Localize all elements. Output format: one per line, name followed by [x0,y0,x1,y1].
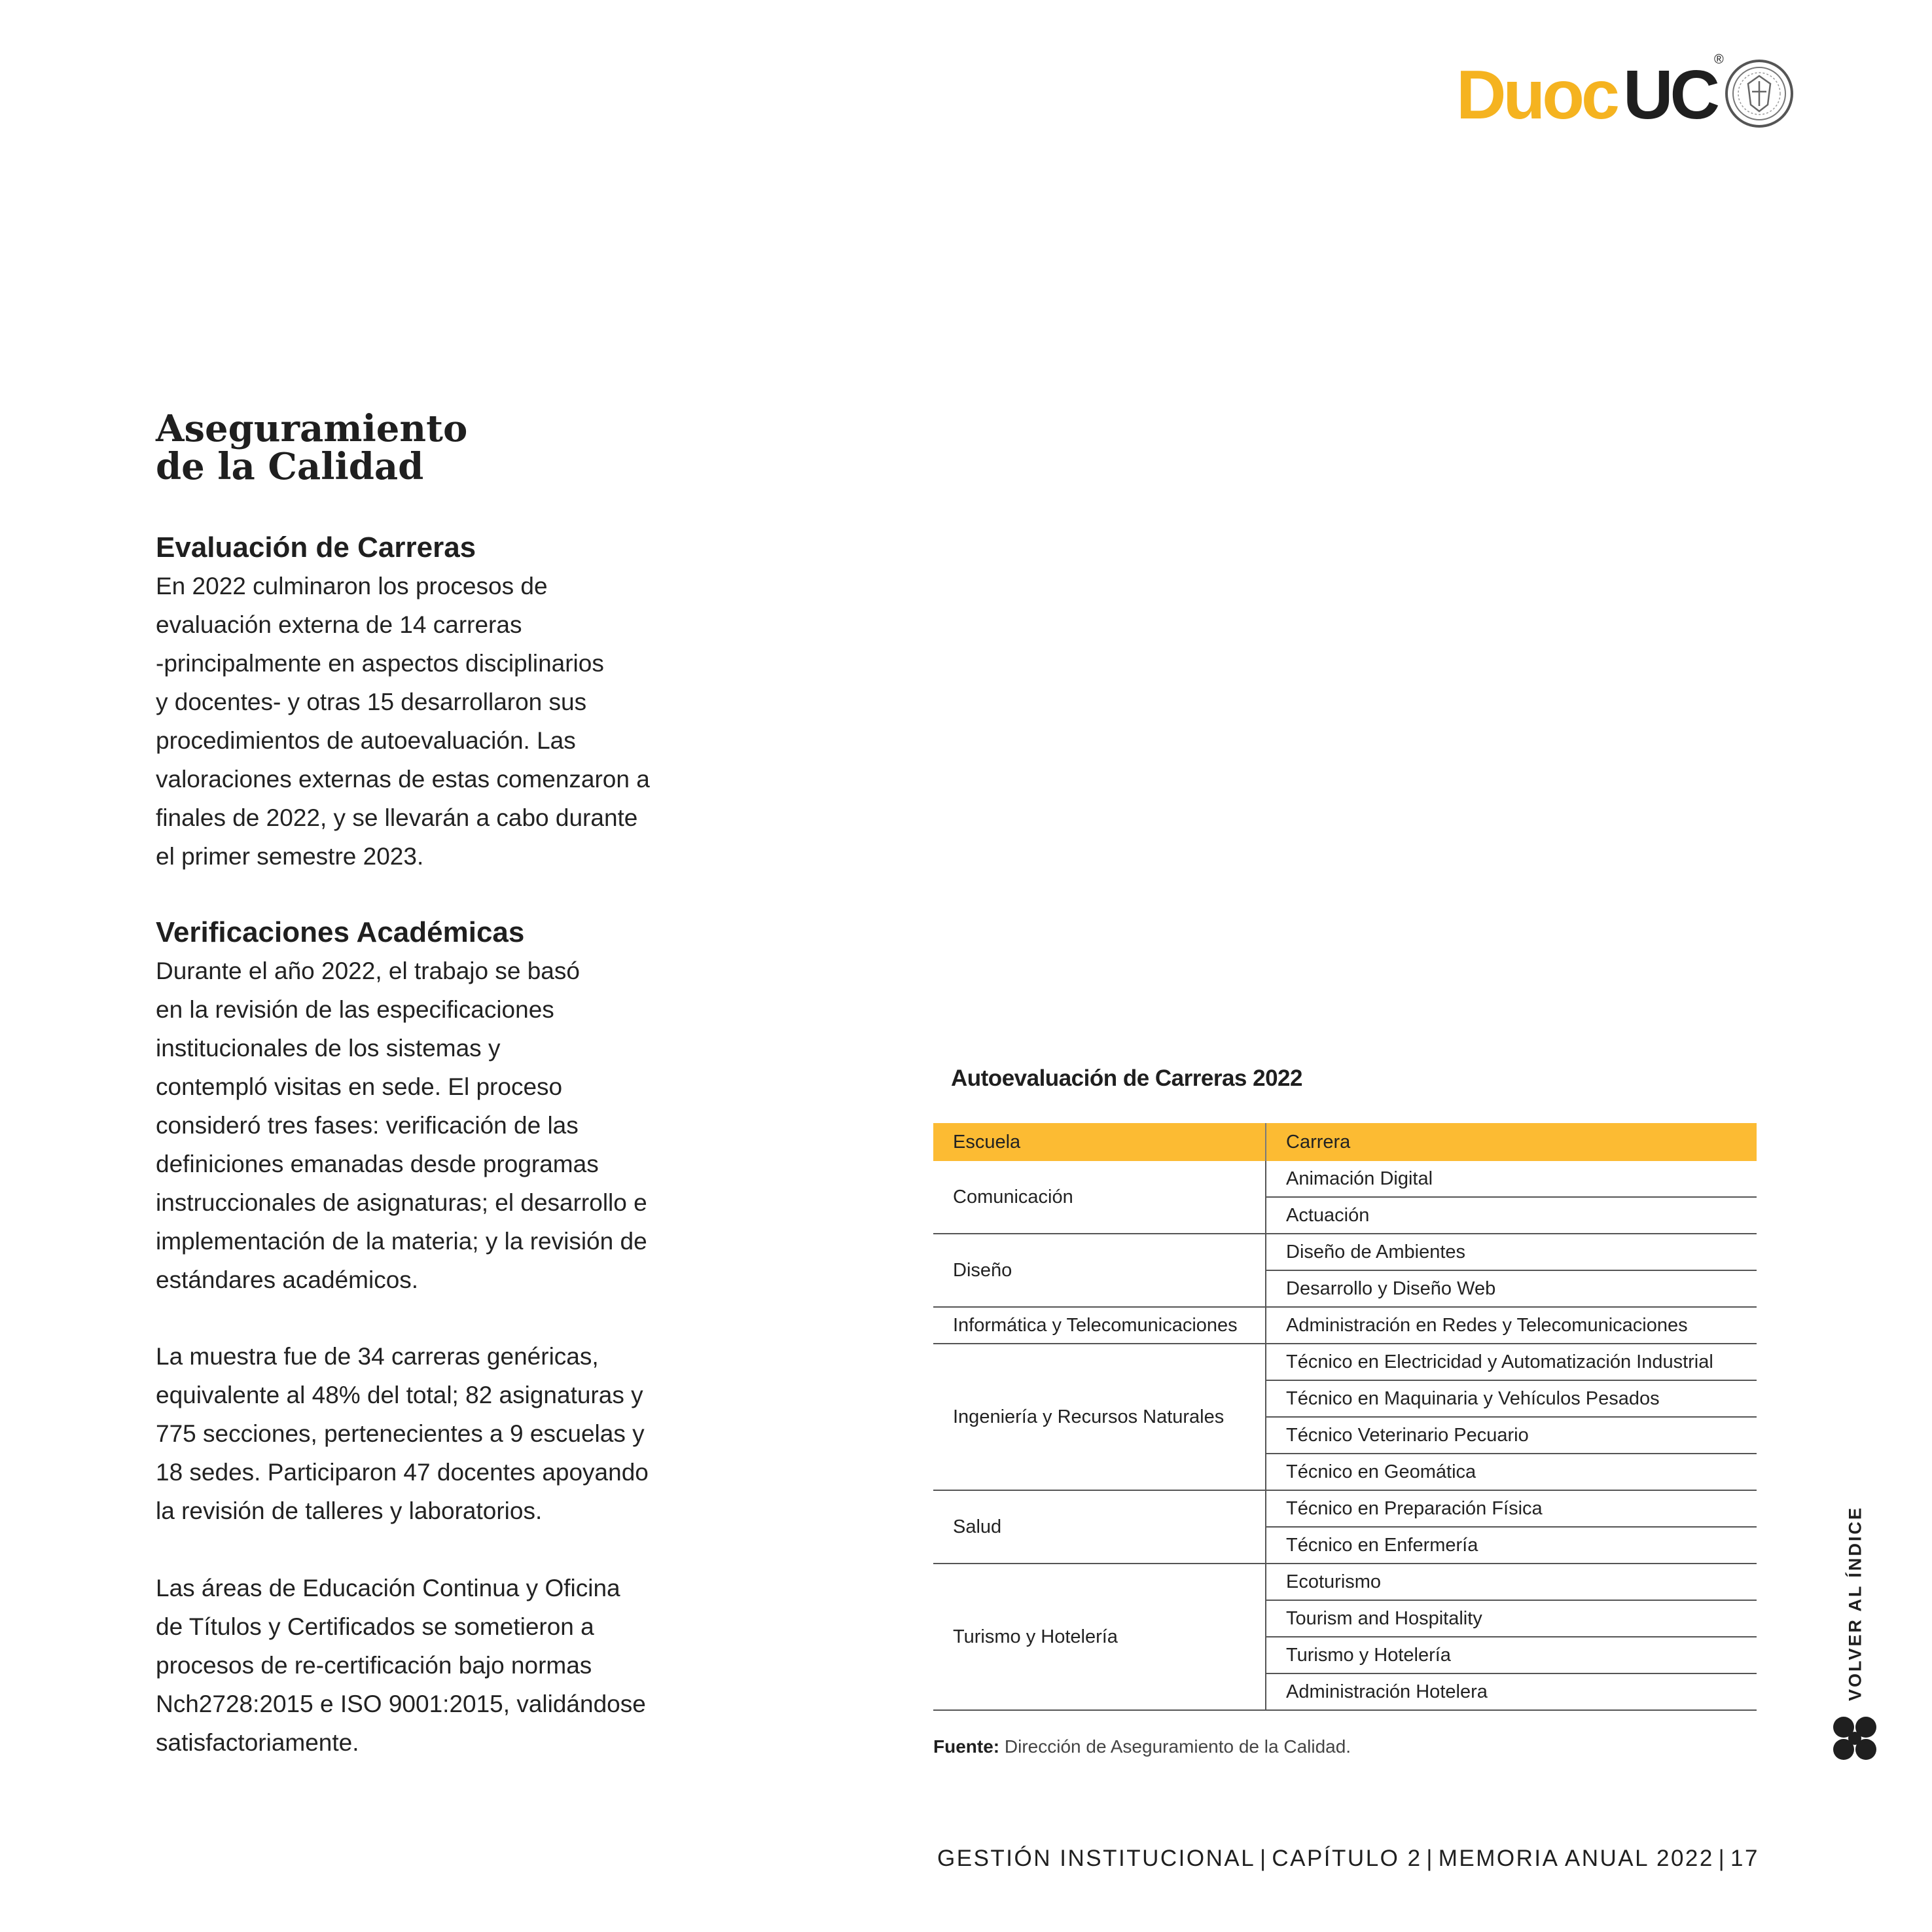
escuela-cell: Turismo y Hotelería [933,1564,1266,1710]
logo-uc-text: UC [1623,56,1717,134]
paragraph-line: 18 sedes. Participaron 47 docentes apoyando [156,1459,649,1486]
section-heading: Verificaciones Académicas [156,916,525,948]
paragraph-line: Las áreas de Educación Continua y Oficina [156,1575,620,1601]
paragraph-line: y docentes- y otras 15 desarrollaron sus [156,689,587,715]
carrera-cell: Técnico en Geomática [1266,1454,1757,1490]
carrera-cell: Técnico en Enfermería [1266,1527,1757,1564]
footer-report: MEMORIA ANUAL 2022 [1438,1846,1714,1871]
main-text-column [156,407,692,1762]
paragraph-line: de Títulos y Certificados se sometieron a [156,1613,594,1640]
table-row [933,1344,1757,1380]
body-paragraph [156,952,692,1299]
paragraph-line: instruccionales de asignaturas; el desarrollo e [156,1189,647,1216]
paragraph-line: Nch2728:2015 e ISO 9001:2015, validándose [156,1690,646,1717]
paragraph-line: finales de 2022, y se llevarán a cabo durante [156,804,638,831]
paragraph-line: el primer semestre 2023. [156,843,424,870]
paragraph-line: en la revisión de las especificaciones [156,996,554,1023]
table-header-row [933,1123,1757,1161]
source-label: Fuente: [933,1736,1000,1757]
table-title: Autoevaluación de Carreras 2022 [951,1065,1302,1091]
paragraph-line: definiciones emanadas desde programas [156,1151,599,1177]
header-escuela: Escuela [933,1123,1266,1161]
paragraph-line: institucionales de los sistemas y [156,1035,501,1062]
page-title [156,407,692,488]
source-text: Dirección de Aseguramiento de la Calidad. [1004,1736,1351,1757]
paragraph-line: procesos de re-certificación bajo normas [156,1652,592,1679]
page-title-line-1: Aseguramiento [156,407,468,450]
duoc-uc-logo [1456,52,1770,137]
page-footer [937,1846,1759,1872]
paragraph-line: evaluación externa de 14 carreras [156,611,522,638]
body-paragraph [156,1337,692,1530]
table-row [933,1161,1757,1197]
paragraph-spacer [156,1530,692,1569]
paragraph-line: satisfactoriamente. [156,1729,359,1756]
carrera-cell: Técnico en Preparación Física [1266,1490,1757,1527]
carrera-cell: Tourism and Hospitality [1266,1600,1757,1637]
footer-separator: | [1718,1846,1726,1871]
header-carrera: Carrera [1266,1123,1757,1161]
logo-registered-mark: ® [1714,52,1724,67]
careers-table [933,1123,1757,1711]
carrera-cell: Administración en Redes y Telecomunicaciones [1266,1307,1757,1344]
carrera-cell: Administración Hotelera [1266,1673,1757,1710]
paragraph-line: valoraciones externas de estas comenzaron a [156,766,650,793]
footer-separator: | [1259,1846,1268,1871]
paragraph-line: Durante el año 2022, el trabajo se basó [156,957,580,984]
table-row [933,1564,1757,1600]
escuela-cell: Diseño [933,1234,1266,1307]
escuela-cell: Comunicación [933,1161,1266,1234]
carrera-cell: Animación Digital [1266,1161,1757,1197]
paragraph-line: contempló visitas en sede. El proceso [156,1073,563,1100]
paragraph-line: consideró tres fases: verificación de las [156,1112,579,1139]
table-source [933,1736,1351,1757]
carrera-cell: Turismo y Hotelería [1266,1637,1757,1673]
paragraph-line: procedimientos de autoevaluación. Las [156,727,576,754]
body-paragraph [156,567,692,876]
footer-separator: | [1426,1846,1434,1871]
paragraph-line: equivalente al 48% del total; 82 asignaturas y [156,1382,643,1408]
page-number: 17 [1730,1846,1759,1871]
carrera-cell: Técnico Veterinario Pecuario [1266,1417,1757,1454]
table-row [933,1307,1757,1344]
university-seal-icon [1723,58,1795,130]
section-spacer [156,876,692,914]
carrera-cell: Técnico en Maquinaria y Vehículos Pesados [1266,1380,1757,1417]
escuela-cell: Ingeniería y Recursos Naturales [933,1344,1266,1490]
paragraph-line: estándares académicos. [156,1266,419,1293]
page-title-line-2: de la Calidad [156,445,424,488]
paragraph-line: La muestra fue de 34 carreras genéricas, [156,1343,599,1370]
carrera-cell: Actuación [1266,1197,1757,1234]
footer-chapter: CAPÍTULO 2 [1272,1846,1422,1871]
logo-duoc-text: Duoc [1456,56,1617,134]
paragraph-line: En 2022 culminaron los procesos de [156,573,548,599]
escuela-cell: Salud [933,1490,1266,1564]
carrera-cell: Ecoturismo [1266,1564,1757,1600]
section-heading: Evaluación de Carreras [156,531,476,564]
carrera-cell: Técnico en Electricidad y Automatización Industrial [1266,1344,1757,1380]
table-row [933,1490,1757,1527]
table-body [933,1161,1757,1710]
footer-section: GESTIÓN INSTITUCIONAL [937,1846,1256,1871]
carrera-cell: Desarrollo y Diseño Web [1266,1270,1757,1307]
back-to-index-link[interactable] [1842,1505,1869,1702]
paragraph-spacer [156,1299,692,1337]
escuela-cell: Informática y Telecomunicaciones [933,1307,1266,1344]
paragraph-line: 775 secciones, pertenecientes a 9 escuelas y [156,1420,645,1447]
clover-icon[interactable] [1833,1716,1877,1761]
paragraph-line: la revisión de talleres y laboratorios. [156,1497,543,1524]
paragraph-line: implementación de la materia; y la revisión de [156,1228,647,1255]
carrera-cell: Diseño de Ambientes [1266,1234,1757,1270]
body-paragraph [156,1569,692,1762]
back-to-index-label[interactable]: VOLVER AL ÍNDICE [1845,1505,1865,1702]
table-row [933,1234,1757,1270]
paragraph-line: -principalmente en aspectos disciplinarios [156,650,604,677]
text-sections [156,529,692,1762]
